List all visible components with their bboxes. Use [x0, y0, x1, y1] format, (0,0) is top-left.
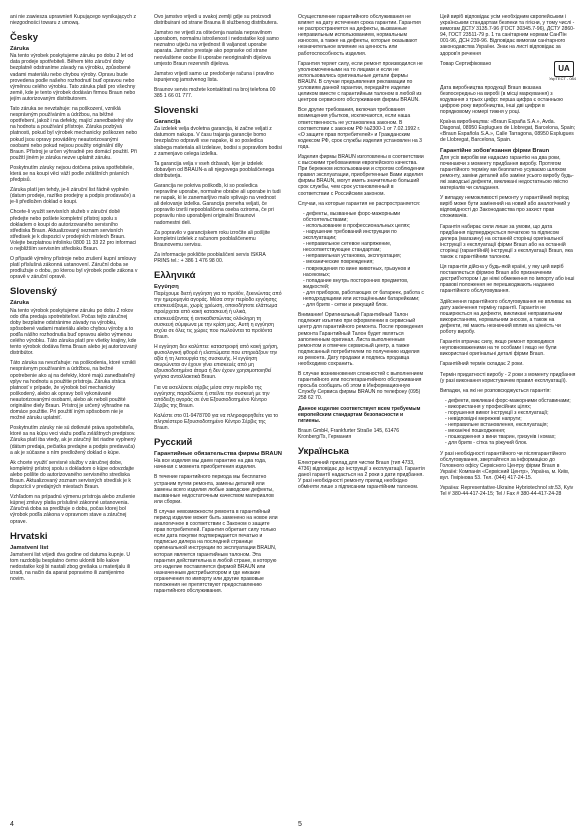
list-item: - попадание внутрь посторонних предметов, жидкостей; [303, 278, 426, 290]
list-item: - механічні пошкодження; [445, 428, 576, 434]
paragraph: Ak chcete využiť servisné služby v záručnej dobe, kompletný prístroj spolu s dokladom o kúpe odovzdajte alebo pošlite do autorizovaného servisného strediska Braun. Aktualizovaný zoznam servisných stredísk je k dispozícii v predajných miestach Braun. [10, 459, 135, 491]
paragraph: Za izdelek velja dvoletna garancija, ki začne veljati z datumom nakupa. V času trajanja garancije bomo brezplačno odpravili vse napake, ki so posledica slabega materiala ali izdelave, bodisi s popravilom bodisi z zamenjavo celega izdelka. [154, 126, 282, 157]
list-item: - для бритв - сетки и режущий блок. [303, 302, 426, 308]
list-item: - неправильное сетевое напряжение, несоответствующее стандартам; [303, 241, 426, 253]
subheading-greek: Εγγύηση [154, 284, 179, 291]
paragraph: Η εγγύηση δεν καλύπτει: καταστροφή από κακή χρήση, φυσιολογική φθορά ή ελαττώματα που επηρεάζουν την αξία ή τη λειτουργία της συσκευής. Η εγγύηση ακυρώνεται αν έχουν γίνει επισκευές από μη εξουσιοδοτημένα άτομα ή δεν έχουν χρησιμοποιηθεί γνήσια ανταλλακτικά Braun. [154, 343, 279, 381]
paragraph: Термін придатності виробу - 2 роки з моменту придбання (у разі виконання користувачем правил експлуатації). [440, 371, 576, 384]
paragraph: Для усіх виробів ми надаємо гарантію на два роки, починаючи з моменту придбання виробу. Протягом гарантійного терміну ми безплатно усуваємо шляхом ремонту, заміни деталей або заміни усього виробу будь-які заводські дефекти, викликані недостатньою якістю матеріалів чи складання. [440, 154, 574, 192]
paragraph: Випадки, на які не розповсюджується гарантія: [440, 387, 551, 394]
list-item: - механические повреждения; [303, 259, 426, 265]
column-1 [10, 14, 138, 586]
heading-greek: Ελληνικά [154, 270, 196, 282]
paragraph: Гарантія втрачає силу, якщо ремонт проводився неуповноваженими на те особами і якщо не були використані оригінальні деталі фірми Braun. [440, 339, 557, 358]
paragraph: Za informacije pokličite pooblaščeni servis ISKRA PRINS tel.: + 386 1 476 98 00. [154, 251, 266, 264]
column-4 [440, 14, 576, 501]
paragraph: Изделия фирмы BRAUN изготовлены в соответствии с высокими требованиями европейского качества. При бережном использовании и строгом соблюдении правил эксплуатации, приобретенные Вами изделия фирмы BRAUN, могут иметь значительно больший срок службы, чем срок установленный в соответствии с Российским законом. [298, 153, 425, 197]
heading-slovenian: Slovenski [154, 105, 199, 117]
paragraph: У випадку неможливості ремонту у гарантійний період виріб може бути замінений на новий або аналогічний у відповідності до Законодавства про захист прав споживачів. [440, 195, 571, 220]
certification-logo-icon: UA [554, 61, 574, 77]
paragraph: Ця гарантія дійсна у будь-якій країні, у яку цей виріб поставляється фірмою Braun або призначеним дистриб'ютором і де ніякі обмеження по імпорту або інші правові положення не перешкоджають наданню гарантійного обслуговування. [440, 264, 575, 295]
certification-label: Товар Сертифіковано [440, 60, 492, 67]
paragraph: Καλέστε στο 01-9478700 για να πληροφορηθείτε για το πλησιέστερο Εξουσιοδοτημένο Κέντρο Σέρβις της Braun. [154, 412, 279, 432]
exclusions-list [298, 211, 426, 309]
heading-croatian: Hrvatski [10, 530, 48, 542]
subheading-russian: Гарантийные обязательства фирмы BRAUN [154, 451, 282, 458]
heading-ukrainian: Українська [298, 446, 349, 457]
paragraph: Україна: Representative-Ukraine Hybriotechnol str.53, Kyiv Tel # 380-44-417-24-15; Tel / Fax # 380-44-417-24-28 [440, 485, 574, 498]
intro-text: ani nie zawiesza uprawnień Kupującego wynikających z niezgodności towaru z umową. [10, 14, 137, 27]
heading-slovak: Slovenský [10, 286, 57, 298]
subheading-czech: Záruka [10, 46, 30, 53]
paragraph: Παρέχουμε διετή εγγύηση για το προϊόν, ξεκινώντας από την ημερομηνία αγοράς. Μέσα στην περίοδο εγγύησης επισκευάζουμε, χωρίς χρέωση, οποιοδήποτε ελάττωμα προέρχεται από κακή κατασκευή ή υλικά, επισκευάζοντας ή αντικαθιστώντας ολόκληρη τη συσκευή σύμφωνα με την κρίση μας. Αυτή η εγγύηση ισχύει σε όλες τις χώρες που πωλούνται τα προϊόντα Braun. [154, 291, 282, 340]
subheading-ukrainian-guarantee: Гарантійне зобов'язання фірми Braun [440, 147, 550, 154]
heading-russian: Русский [154, 437, 193, 449]
paragraph: У разі необхідності гарантійного чи післягарантійного обслуговування, звертайтеся за інформацією до Головного офісу Сервісного Центру фірми Braun в Україні: Компанія «Сервісний Центр», Україна, м. Київ, вул. Гмірінова 53. Тел. (044) 417-24-15. [440, 450, 570, 481]
paragraph: Jamstvo vrijedi samo uz predočenje računa i pravilno ispunjenog jamstvenog lista. [154, 70, 274, 83]
page-number-left: 4 [10, 821, 14, 828]
paragraph: Na tento výrobek poskytujeme záruku po dobu 2 let od data prodeje spotřebiteli. Během této záruční doby bezplatně odstraníme závady na výrobku, způsobené vadami materiálu nebo chybou výroby. Opravu bude provedena podle našeho rozhodnutí buď opravou nebo výměnou celého výrobku. Tato záruka platí pro všechny země, kde je tento výrobek dodáván firmou Braun nebo jejím autorizovaným distributorem. [10, 53, 136, 102]
list-item: - для бритв - сітка та ріжучий блок. [445, 440, 576, 446]
list-item: - використання у професійних цілях; [445, 404, 576, 410]
notice-text: Данное изделие соответствует всем требуемым европейским стандартам безопасности и гигиены. [298, 405, 421, 424]
paragraph: В течение гарантийного периода мы бесплатно устраним путем ремонта, замены деталей или замены всего изделия любые заводские дефекты, вызванные недостаточным качеством материалов или сборки. [154, 474, 274, 505]
column-3 [298, 14, 426, 494]
paragraph: Záruka platí jen tehdy, je-li záruční list řádně vyplněn (datum prodeje, razítko prodejny a podpis prodavače) a je-li předložen doklad o koupi. [10, 187, 136, 206]
list-item: - нарушение требований инструкции по эксплуатации; [303, 229, 426, 241]
paragraph: Осуществление гарантийного обслуживания не влияет на дату истечения срока гарантии. Гарантия не распространяется на дефекты, вызванные неправильным использованием, нормальным износом, а также на дефекты, которые оказывают незначительное влияние на ценность или работоспособность изделия. [298, 14, 421, 57]
paragraph: Jamstveni list vrijedi dva godine od datuma kupnje. U tom razdoblju besplatno ćemo ukloniti bilo kakve nedostatke koji bi nastali zbog grešaka u materijalu ili izradi, na način da aparat popravimo ili zamijenimo novim. [10, 551, 131, 583]
list-item: - повреждения по вине животных, грызунов и насекомых; [303, 266, 426, 278]
paragraph: O případě výměny přístroje nebo zrušení kupní smlouvy platí příslušná zákonná ustanovení. Záruční doba se prodlužuje o dobu, po kterou byl výrobek podle zákona v opravě v záruční opravě. [10, 256, 138, 281]
paragraph: Все другие требования, включая требования возмещения убытков, исключаются, если наша ответственность не установлена законом. В соответствии с законом РФ №2300-1 от 7.02.1992 г. «О защите прав потребителей» и Гражданским кодексом РФ, срок службы изделия установлен на 3 года. [298, 107, 422, 150]
paragraph: Jamstvo ne vrijedi za oštećenja nastala nepravilnom uporabom, normalnu istrošenost i nedostatke koji samo neznatno utječu na vrijednost ili valjanost uporabe aparata. Jamstvo prestaje ako popravke od strane neovlaštene osobe ili uporabe neoriginalnih dijelova umjesto Braun rezervnih dijelova. [154, 30, 279, 67]
list-item: - порушення вимог інструкції з експлуатації; [445, 410, 576, 416]
paragraph: Цей виріб відповідає усім необхідним європейським і українським стандартам безпеки та гігієни, у тому числі - вимогам ДСТУ 3135.7-96 (ГОСТ 30345.7-96), ДСТУ 2860-94, ГОСТ 23511-79 р. 1 та санітарним нормам СанПін 001-96, ДСН 239-96. Відповідає вимогам санітарного законодавства України. Знак на листі відповідає за здоров'я речення [440, 14, 575, 57]
list-item: - дефекти, викликані форс-мажорними обставинами; [445, 398, 576, 404]
paragraph: Garancija ne pokriva poškodb, ki so posledica nepravilne uporabe, normalne obrabe ali uporabe in tudi ne napak, ki le zanemarljivo malo vplivajo na vrednost ali delovanje izdelka. Garancija preneha veljati, če popravilo izvrši nepooblaščena oseba oziroma, če pri popravilu niso uporabljeni originalni Braunovi nadomestni deli. [154, 182, 281, 226]
paragraph: Гарантія набирає сили лише за умови, що дата придбання підтверджується печаткою та підписом дилера (магазину) на останній сторінці оригінальної інструкції з експлуатації фірми Braun або на останній сторінці (гарантійній) інструкції з експлуатації Braun, яка також є гарантійним талоном. [440, 223, 573, 260]
list-item: - невідповідні мережеві напруги; [445, 416, 576, 422]
heading-czech: Česky [10, 32, 38, 44]
paragraph: Електричний прилад для чистки Braun (тип 4733, 4736) відповідає до інструкції з експлуатації. Гарантія даної гарантії надається на 2 роки з дати придбання. У разі необхідності ремонту прилад необхідно обміняти лише з підписаним гарантійним талоном. [298, 460, 425, 491]
exclusions-list [440, 398, 576, 447]
paragraph: Za popravilo v garancijskem roku izročite ali pošljite kompletni izdelek z računom pooblaščenemu Braunovemu servisu. [154, 229, 271, 248]
subheading-croatian: Jamstveni list [10, 544, 49, 551]
paragraph: Braunov servis možete kontaktirati na broj telefona 00 385 1 66 01 777. [154, 86, 276, 100]
list-item: - использование в профессиональных целях; [303, 223, 426, 229]
certification-code: УкрТЕСТ - 084 [549, 75, 576, 81]
paragraph: Гарантия теряет силу, если ремонт производился не уполномоченными на то лицами и если не использовались оригинальные детали фирмы BRAUN. В случае предъявления рекламации по условиям данной гарантии, передайте изделие целиком вместе с гарантийным талоном в любой из центров сервисного обслуживания фирмы BRAUN. [298, 60, 423, 104]
list-item: - пошкодження з вини тварин, гризунів і комах; [445, 434, 576, 440]
paragraph: Здійснення гарантійного обслуговування не впливає на дату закінчення терміну гарантії. Гарантія не поширюється на дефекти, викликані неправильним використанням, нормальним зносом, а також на дефекти, які мають незначний вплив на цінність чи роботу виробу. [440, 298, 572, 336]
subheading-slovenian: Garancija [154, 119, 181, 126]
paragraph: Дата виробництва продукції Braun вказана безпосередньо на виробі (в місці маркування) з кодування з трьох цифр: перша цифра є останньою цифрою року виробництва, інші дві цифри в порядковому номері тижня у році. [440, 84, 563, 116]
paragraph: Na tento výrobok poskytujeme záruku po dobu 2 rokov odo dňa predaja spotrebiteľovi. Počas tejto záručnej doby bezplatne odstránime závady na výrobku, spôsobené vadami materiálu alebo chybou výroby a to podľa nášho rozhodnutia buď opravou alebo výmenou celého výrobku. Táto záruka platí pre všetky krajiny, kde tento výrobok dodáva firma Braun alebo jej autorizovaný distribútor. [10, 307, 138, 357]
paragraph: В случае возникновения сложностей с выполнением гарантийного или послегарантийного обслуживания просьба сообщать об этом в Информационную Службу Сервиса фирмы BRAUN по телефону (095) 258 62 70. [298, 371, 423, 402]
list-item: - неправильне встановлення, експлуатація; [445, 422, 576, 428]
paragraph: Για να εκτελέσετε σέρβις μέσα στην περίοδο της εγγύησης παραδώστε ή στείλτε την συσκευή με την απόδειξη αγοράς σε ένα Εξουσιοδοτημένο Κέντρο Σέρβις της Braun. [154, 384, 270, 409]
list-item: - дефекты, вызванные форс-мажорными обстоятельствами; [303, 211, 426, 223]
column-2 [154, 14, 282, 598]
list-item: - для приборов, работающих от батареек, работа с неподходящими или истощёнными батарейками; [303, 290, 426, 302]
list-item: - неправильная установка, эксплуатация; [303, 253, 426, 259]
subheading-slovak: Záruka [10, 300, 30, 307]
paragraph: Ta garancija velja v vseh državah, kjer je izdelek dobavljen od BRAUN-a ali njegovega pooblaščenega distributerja. [154, 160, 275, 179]
paragraph: Poskytnutím záruky nie sú dotknuté práva spotrebiteľa, ktoré sa na kúpu veci viažu podľa zvláštnych predpisov. Záruka platí iba vtedy, ak je záručný list riadne vyplnený (dátum predaja, pečiatka predajne a podpis predavača) a ak je súčasne s ním predložený doklad o kúpe. [10, 425, 136, 456]
paragraph: Внимание! Оригинальный Гарантийный Талон подлежит изъятию при оформлении в сервисный центр для гарантийного ремонта. После проведения ремонта Гарантийный Талон будет являться заполненным оригинал. Листа выполненным ремонтом и отмечен сервисный центр, а также подписанный потребителем по получению изделия из ремонта. Дату продажи и подпись продавца необходимо сохранить. [298, 312, 423, 367]
paragraph: В случае невозможности ремонта в гарантийный период изделие может быть заменено на новое или аналогичное в соответствии с Законом о защите прав потребителей. Гарантия обретает силу только если дата покупки подтверждается печатью и подписью дилера на последней странице оригинальной инструкции по эксплуатации BRAUN, которая является гарантийным талоном. Эта гарантия действительна в любой стране, в которую это изделие поставляется фирмой BRAUN или назначенным дистрибьютором и где никакие ограничения по импорту или другие правовые положения не препятствуют предоставлению гарантийного обслуживания. [154, 508, 278, 595]
paragraph: Táto záruka sa nevzťahuje: na poškodenia, ktoré vznikli nesprávnym používaním a údržbou, na bežné opotrebenie ako aj na defekty, ktoré majú zanedbateľný vplyv na hodnotu a použitie prístroja. Záruka stráca platnosť v prípade, že výrobok bol mechanicky poškodený, alebo ak opravy boli vykonávané neautorizovanými osobami, alebo ak neboli použité originálne diely Braun. Prístroj je určený výhradne na domáce použitie. Pri použití iným spôsobom nie je možné záruku uplatniť. [10, 360, 136, 422]
paragraph: Країна виробництва: «Braun España S.A.», Avda. Diagonal, 08950 Esplugues de Llobregat, Barcelona, Spain; «Braun Española S.A.», Calle Tarragona, 08950 Esplugues de Llobregat, Barcelona, Spain. [440, 119, 576, 144]
paragraph: На все изделия мы даем гарантию на два года, начиная с момента приобретения изделия. [154, 458, 267, 471]
paragraph: Vzhľadom na prípadnú výmenu prístroja alebo zrušenie kúpnej zmluvy platia príslušné zákonné ustanovenia. Záručná doba sa predlžuje o dobu, počas ktorej bol výrobok podľa zákona v opravnom stave a záručnej oprave. [10, 494, 136, 525]
paragraph: Гарантійний термін складає 2 роки. [440, 361, 524, 368]
certification-block [440, 61, 576, 83]
paragraph: Ovo jamstvo vrijedi u svakoj zemlji gdje su proizvodi distribuirani od strane Brauna ili službenog distributera. [154, 14, 279, 27]
paragraph: Chcete-li využít servisních služeb v záruční době předejte nebo pošlete kompletní přístroj spolu s dokladem o koupi do autorizovaného servisního střediska Braun. Aktualizovaný seznam servisních středisek je k dispozici v prodejních místech Braun. Volejte bezplatnou infolinku 0800 11 33 22 pro informaci o nejbližším servisním středisku Braun. [10, 209, 137, 252]
paragraph: Tato záruka se nevztahuje: na poškození, vzniklá nesprávným používáním a údržbou, na běžné opotřebení, jakož i na defekty, mající zanedbatelný vliv na hodnotu a používání přístroje. Záruka pozbývá platnosti, pokud byl výrobek mechanicky poškozen nebo pokud jsou opravy prováděny neautorizovanými osobami nebo pokud nejsou použity originální díly Braun. Přístroj je určen výhradně pro domácí použití. Při použití jiném je záruka nezve uplatnit záruku. [10, 106, 138, 161]
paragraph: Braun GmbH, Frankfurter Straße 145, 61476 Kronberg/Ts, Германия [298, 427, 400, 440]
page-number-right: 5 [298, 821, 302, 828]
paragraph: Poskytnutím záruky nejsou dotčena práva spotřebitele, která se na koupi věci váží podle zvláštních právních předpisů. [10, 164, 134, 184]
paragraph: Случаи, на которые гарантия не распространяется: [298, 200, 421, 207]
